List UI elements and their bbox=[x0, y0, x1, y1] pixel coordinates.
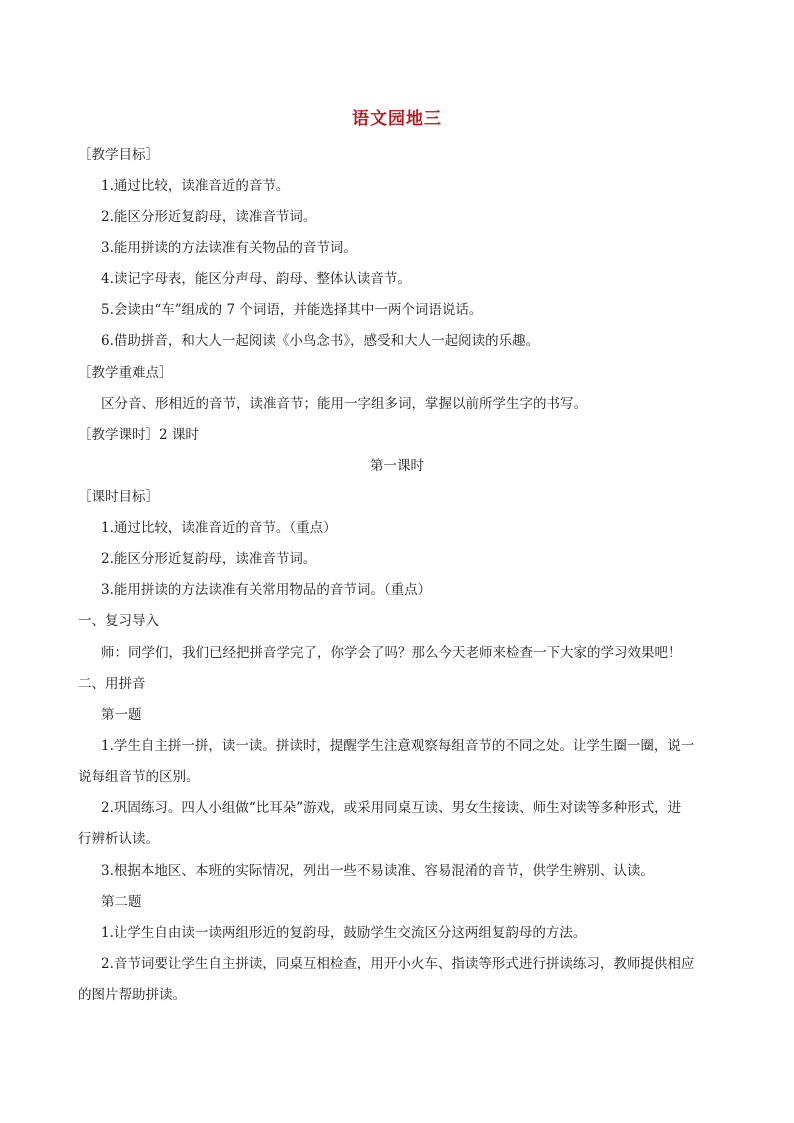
question1-step1-line1: 1.学生自主拼一拼，读一读。拼读时，提醒学生注意观察每组音节的不同之处。让学生圈一圈，说一 bbox=[101, 738, 695, 754]
goal-item-4: 4.读记字母表，能区分声母、韵母、整体认读音节。 bbox=[101, 271, 411, 287]
goal-item-5: 5.会读由“车”组成的 7 个词语，并能选择其中一两个词语说话。 bbox=[101, 302, 483, 318]
question-heading-2: 第二题 bbox=[101, 894, 142, 910]
goal-item-1: 1.通过比较，读准音近的音节。 bbox=[101, 178, 290, 194]
question1-step1-line2: 说每组音节的区别。 bbox=[78, 769, 200, 785]
lesson-heading: 第一课时 bbox=[370, 458, 424, 474]
section-heading-class-hours: ［教学课时］2 课时 bbox=[78, 427, 199, 443]
section-heading-lesson-goals: ［课时目标］ bbox=[78, 489, 159, 505]
lesson-goal-item-2: 2.能区分形近复韵母，读准音节词。 bbox=[101, 551, 317, 567]
goal-item-2: 2.能区分形近复韵母，读准音节词。 bbox=[101, 209, 317, 225]
question1-step2-line1: 2.巩固练习。四人小组做“比耳朵”游戏，或采用同桌互读、男女生接读、师生对读等多种形式，进 bbox=[101, 800, 682, 816]
question2-step1: 1.让学生自由读一读两组形近的复韵母，鼓励学生交流区分这两组复韵母的方法。 bbox=[101, 925, 587, 941]
key-points-text: 区分音、形相近的音节，读准音节；能用一字组多词，掌握以前所学生字的书写。 bbox=[101, 396, 587, 412]
goal-item-6: 6.借助拼音，和大人一起阅读《小鸟念书》，感受和大人一起阅读的乐趣。 bbox=[101, 333, 540, 349]
part-heading-use-pinyin: 二、用拼音 bbox=[78, 676, 146, 692]
question1-step2-line2: 行辨析认读。 bbox=[78, 831, 159, 847]
goal-item-3: 3.能用拼读的方法读准有关物品的音节词。 bbox=[101, 240, 357, 256]
question-heading-1: 第一题 bbox=[101, 707, 142, 723]
section-heading-key-points: ［教学重难点］ bbox=[78, 365, 173, 381]
question2-step2-line1: 2.音节词要让学生自主拼读，同桌互相检查，用开小火车、指读等形式进行拼读练习，教师提供相应 bbox=[101, 956, 695, 972]
part-heading-review: 一、复习导入 bbox=[78, 613, 159, 629]
lesson-goal-item-3: 3.能用拼读的方法读准有关常用物品的音节词。（重点） bbox=[101, 582, 432, 598]
question2-step2-line2: 的图片帮助拼读。 bbox=[78, 987, 186, 1003]
section-heading-teaching-goals: ［教学目标］ bbox=[78, 147, 159, 163]
teacher-dialogue: 师：同学们，我们已经把拼音学完了，你学会了吗？那么今天老师来检查一下大家的学习效果吧！ bbox=[101, 645, 682, 661]
question1-step3: 3.根据本地区、本班的实际情况，列出一些不易读准、容易混淆的音节，供学生辨别、认读。 bbox=[101, 863, 654, 879]
lesson-goal-item-1: 1.通过比较，读准音近的音节。（重点） bbox=[101, 520, 337, 536]
document-title: 语文园地三 bbox=[352, 109, 442, 129]
